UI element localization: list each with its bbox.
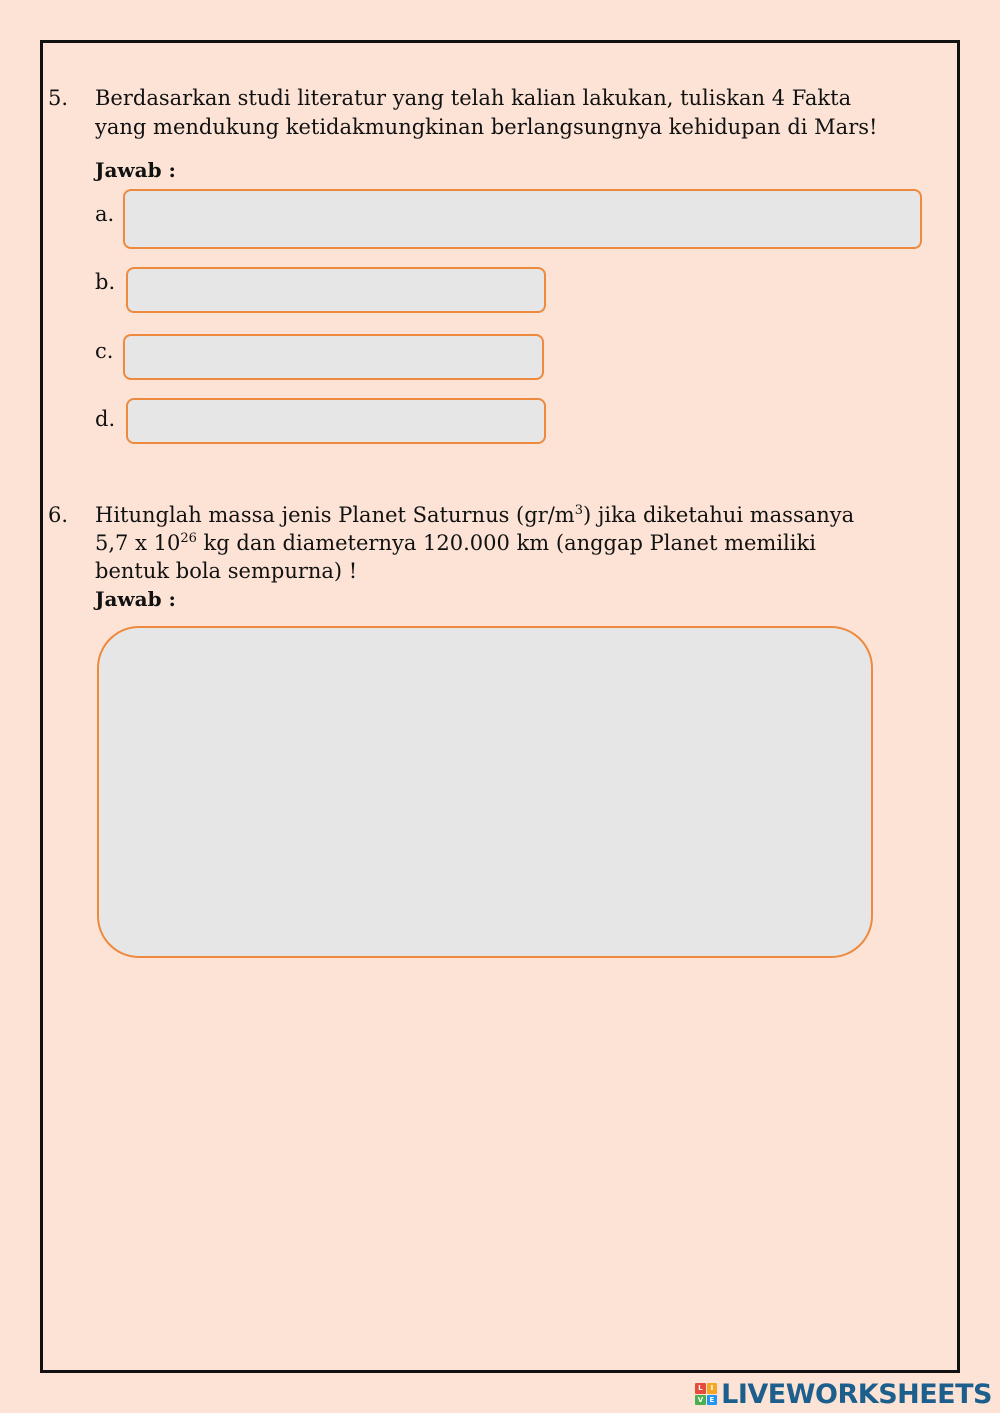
option-c-label: c.: [95, 339, 114, 363]
option-a-label: a.: [95, 202, 115, 226]
question-6-answer-label: Jawab :: [95, 587, 176, 611]
question-6-text-line-1: Hitunglah massa jenis Planet Saturnus $(gr/m^3)$ jika diketahui massanya: [95, 503, 855, 527]
question-5-text-line-1: Berdasarkan studi literatur yang telah kalian lakukan, tuliskan 4 Fakta: [95, 86, 852, 110]
option-d-label: d.: [95, 407, 116, 431]
answer-input-c[interactable]: [123, 334, 544, 380]
answer-input-a[interactable]: [123, 189, 922, 249]
option-b-label: b.: [95, 270, 116, 294]
question-5-answer-label: Jawab :: [95, 158, 176, 182]
answer-textarea-question-6[interactable]: [97, 626, 873, 958]
logo-letter-v: V: [695, 1395, 706, 1406]
logo-letter-l: L: [695, 1383, 706, 1394]
question-6-text-line-2: 5,7 x $10^{26}$ kg dan diameternya 120.000 km (anggap Planet memiliki: [95, 531, 816, 555]
liveworksheets-logo-icon: [695, 1383, 717, 1405]
liveworksheets-logo-text: LIVEWORKSHEETS: [721, 1378, 992, 1410]
question-6-text-line-3: bentuk bola sempurna) !: [95, 559, 358, 583]
question-6-number: 6.: [48, 503, 69, 527]
question-5-text-line-2: yang mendukung ketidakmungkinan berlangsungnya kehidupan di Mars!: [95, 115, 878, 139]
logo-letter-i: I: [707, 1383, 718, 1394]
question-5-number: 5.: [48, 86, 69, 110]
logo-letter-e: E: [707, 1395, 718, 1406]
answer-input-b[interactable]: [126, 267, 546, 313]
answer-input-d[interactable]: [126, 398, 546, 444]
liveworksheets-logo: [695, 1379, 992, 1409]
